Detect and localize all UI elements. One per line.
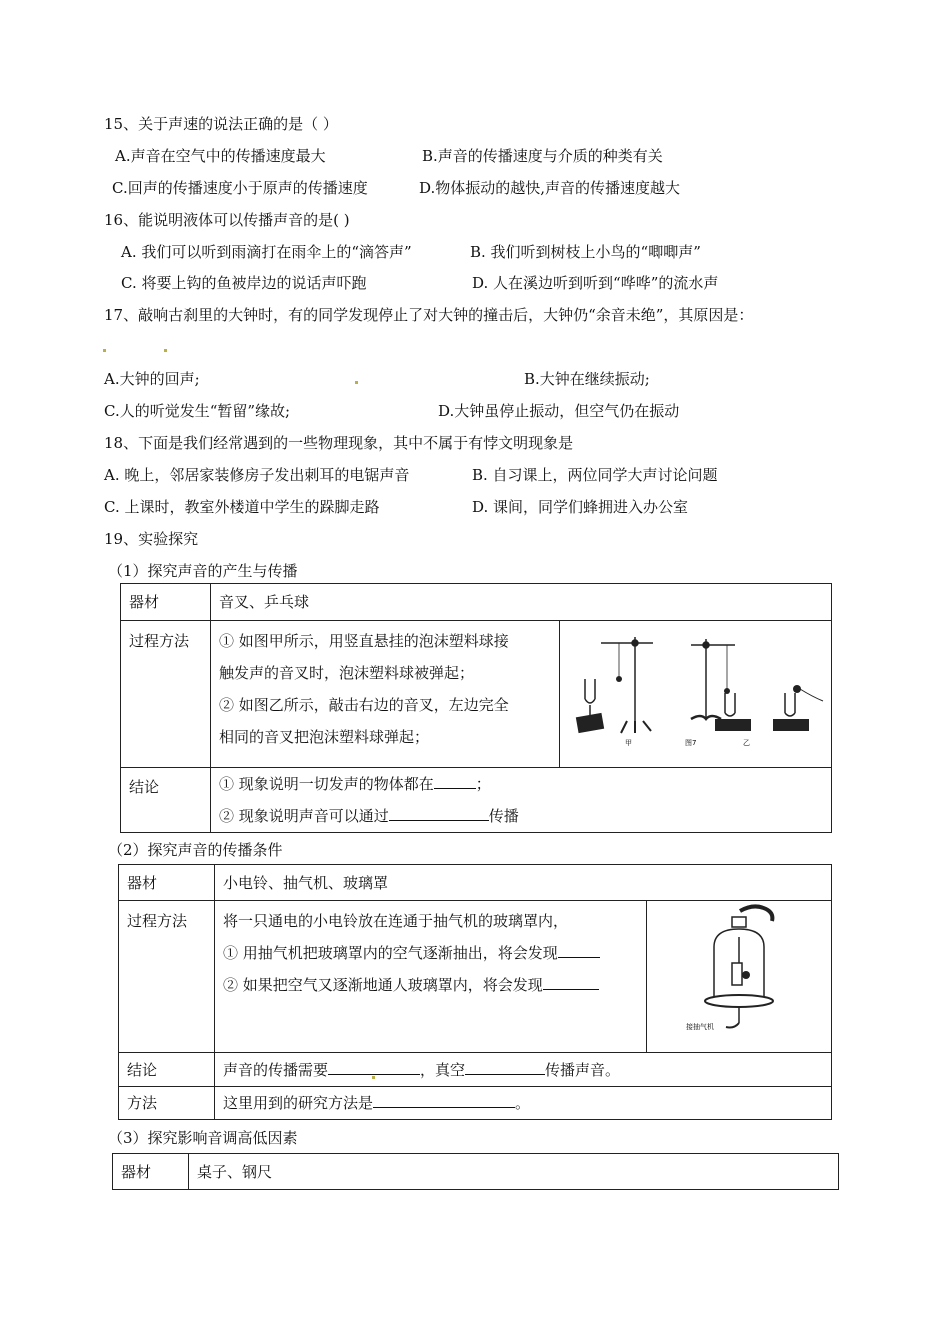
part1-process-line: ② 如图乙所示，敲击右边的音叉，左边完全 [219, 696, 509, 714]
q15-option-c: C.回声的传播速度小于原声的传播速度 [112, 179, 368, 197]
resonance-box-icon [715, 719, 751, 731]
foam-ball-icon [724, 688, 730, 694]
answer-blank[interactable] [558, 941, 600, 958]
part1-process-line: ① 如图甲所示，用竖直悬挂的泡沫塑料球接 [219, 632, 509, 650]
q17-option-b: B.大钟在继续振动; [524, 370, 650, 388]
part1-process-label: 过程方法 [121, 621, 211, 768]
q18-option-a: A. 晚上，邻居家装修房子发出刺耳的电锯声音 [104, 466, 410, 484]
q16-stem: 16、能说明液体可以传播声音的是( ) [104, 211, 350, 229]
stray-mark [355, 381, 358, 384]
part2-materials-label: 器材 [119, 865, 215, 901]
q16-option-b: B. 我们听到树枝上小鸟的“唧唧声” [470, 243, 701, 261]
figure-label-pump: 接抽气机 [686, 1023, 714, 1031]
part2-table [118, 864, 832, 1120]
part1-process-line: 触发声的音叉时，泡沫塑料球被弹起； [219, 664, 475, 682]
tuning-fork-figure [560, 621, 832, 768]
part3-title: （3）探究影响音调高低因素 [108, 1129, 298, 1147]
answer-blank[interactable] [373, 1091, 515, 1108]
part2-materials: 小电铃、抽气机、玻璃罩 [215, 865, 832, 901]
part2-process: 将一只通电的小电铃放在连通于抽气机的玻璃罩内， ① 用抽气机把玻璃罩内的空气逐渐抽出，将会发现 ② 如果把空气又逐渐地通人玻璃罩内，将会发现 [215, 901, 647, 1053]
part3-materials: 桌子、钢尺 [189, 1154, 839, 1190]
q17-stem: 17、敲响古刹里的大钟时，有的同学发现停止了对大钟的撞击后，大钟仍“余音未绝”，其原因是： [104, 306, 754, 324]
stray-mark [372, 1076, 375, 1079]
q17-option-c: C.人的听觉发生“暂留”缘故; [104, 402, 291, 420]
q15-option-b: B.声音的传播速度与介质的种类有关 [422, 147, 663, 165]
q17-option-a: A.大钟的回声; [104, 370, 200, 388]
part1-title: （1）探究声音的产生与传播 [108, 562, 298, 580]
figure-label-a: 甲 [624, 738, 632, 747]
q15-option-a: A.声音在空气中的传播速度最大 [115, 147, 326, 165]
q16-option-a: A. 我们可以听到雨滴打在雨伞上的“滴答声” [121, 243, 412, 261]
part2-title: （2）探究声音的传播条件 [108, 841, 283, 859]
bell-jar-illustration [684, 901, 794, 1041]
part1-conclusion: ① 现象说明一切发声的物体都在 ； ② 现象说明声音可以通过 传播 [211, 768, 832, 833]
q15-stem: 15、关于声速的说法正确的是（ ） [104, 115, 338, 133]
answer-blank[interactable] [543, 973, 599, 990]
resonance-box-icon [773, 719, 809, 731]
figure-label-num: 图7 [684, 738, 696, 747]
q17-option-d: D.大钟虽停止振动，但空气仍在振动 [438, 402, 680, 420]
answer-blank[interactable] [465, 1058, 545, 1075]
answer-blank[interactable] [389, 804, 489, 821]
q18-option-c: C. 上课时，教室外楼道中学生的跺脚走路 [104, 498, 380, 516]
part3-materials-label: 器材 [113, 1154, 189, 1190]
q18-option-d: D. 课间，同学们蜂拥进入办公室 [472, 498, 689, 516]
part2-method-label: 方法 [119, 1087, 215, 1120]
part3-table [112, 1153, 839, 1190]
part1-materials: 音叉、乒乓球 [211, 584, 832, 621]
part2-method: 这里用到的研究方法是 。 [215, 1087, 832, 1120]
foam-ball-icon [616, 676, 622, 682]
tuning-fork-illustration [565, 629, 827, 749]
part1-conclusion-label: 结论 [121, 768, 211, 833]
part2-process-label: 过程方法 [119, 901, 215, 1053]
bell-jar-figure [647, 901, 832, 1053]
q18-stem: 18、下面是我们经常遇到的一些物理现象，其中不属于有悖文明现象是 [104, 434, 574, 452]
stray-mark [164, 349, 167, 352]
part1-materials-label: 器材 [121, 584, 211, 621]
mallet-icon [793, 685, 801, 693]
part1-process-line: 相同的音叉把泡沫塑料球弹起； [219, 728, 430, 746]
answer-blank[interactable] [434, 772, 476, 789]
q18-option-b: B. 自习课上，两位同学大声讨论问题 [472, 466, 718, 484]
q16-option-c: C. 将要上钩的鱼被岸边的说话声吓跑 [121, 274, 367, 292]
part2-conclusion-label: 结论 [119, 1053, 215, 1087]
part2-conclusion: 声音的传播需要 ，真空 传播声音。 [215, 1053, 832, 1087]
part1-table [120, 583, 832, 833]
q15-option-d: D.物体振动的越快,声音的传播速度越大 [419, 179, 681, 197]
resonance-box-icon [575, 712, 603, 732]
q16-option-d: D. 人在溪边听到听到“哗哗”的流水声 [472, 274, 719, 292]
figure-label-b: 乙 [742, 738, 750, 747]
answer-blank[interactable] [328, 1058, 420, 1075]
bell-icon [742, 971, 750, 979]
stray-mark [103, 349, 106, 352]
part1-process [211, 621, 560, 768]
q19-title: 19、实验探究 [104, 530, 199, 548]
